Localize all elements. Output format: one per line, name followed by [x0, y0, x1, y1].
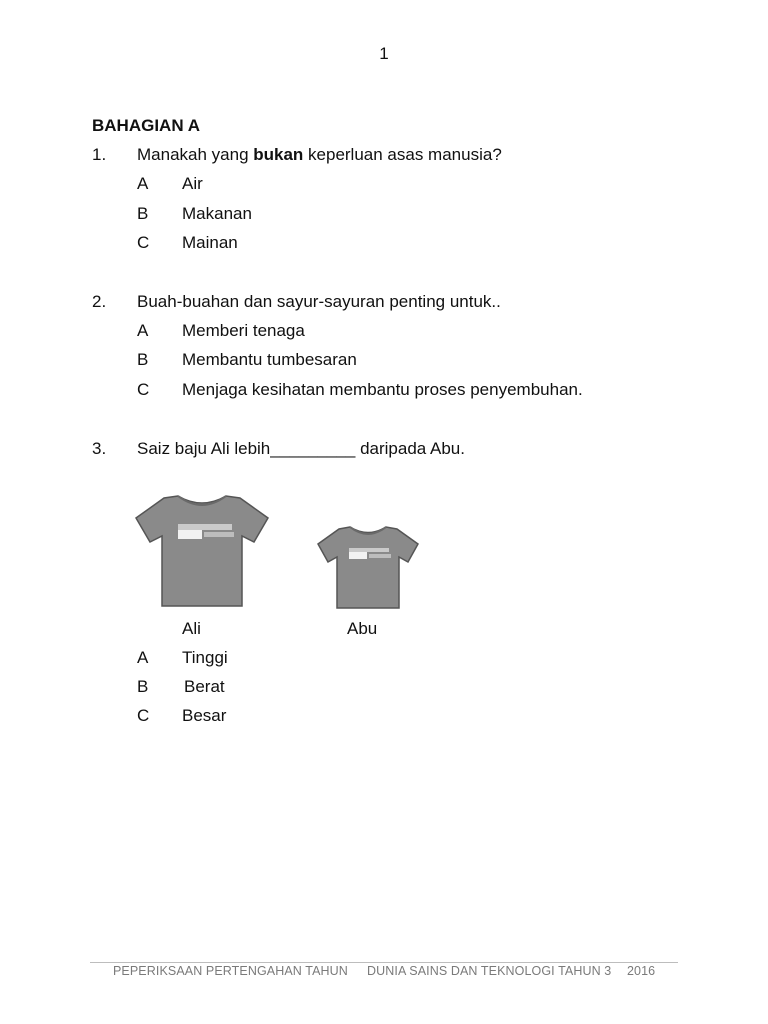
- q1-option-c-letter: C: [137, 233, 150, 252]
- q3-option-b-text: Berat: [184, 677, 225, 696]
- q3-option-a-text: Tinggi: [182, 648, 228, 667]
- question-1-text-before: Manakah yang: [137, 145, 254, 164]
- q1-option-c-text: Mainan: [182, 233, 238, 252]
- footer-subject: DUNIA SAINS DAN TEKNOLOGI TAHUN 3: [367, 964, 612, 978]
- q2-option-a-letter: A: [137, 321, 149, 340]
- q1-option-b-letter: B: [137, 204, 149, 223]
- question-1-text: [137, 145, 502, 165]
- q2-option-c-letter: C: [137, 380, 150, 399]
- question-1-text-after: keperluan asas manusia?: [303, 145, 502, 164]
- page-number: 1: [379, 44, 389, 63]
- caption-abu: Abu: [347, 619, 378, 638]
- question-3-number: 3.: [92, 439, 107, 458]
- q2-option-a-text: Memberi tenaga: [182, 321, 305, 340]
- q1-option-a-text: Air: [182, 174, 203, 193]
- footer-exam-title: PEPERIKSAAN PERTENGAHAN TAHUN: [113, 964, 348, 978]
- q2-option-c-text: Menjaga kesihatan membantu proses penyembuhan.: [182, 380, 583, 399]
- q3-option-c-text: Besar: [182, 706, 227, 725]
- tshirt-small-icon: [316, 524, 420, 610]
- q2-option-b-text: Membantu tumbesaran: [182, 350, 357, 369]
- footer-divider: [90, 962, 678, 963]
- question-2-text: Buah-buahan dan sayur-sayuran penting untuk..: [137, 292, 501, 311]
- q1-option-a-letter: A: [137, 174, 149, 193]
- tshirt-large-print-bar: [204, 532, 234, 537]
- question-1-number: 1.: [92, 145, 107, 164]
- q2-option-b-letter: B: [137, 350, 149, 369]
- q3-option-b-letter: B: [137, 677, 149, 696]
- footer-year: 2016: [627, 964, 656, 978]
- tshirt-large-print-box: [178, 530, 202, 539]
- tshirt-large-icon: [134, 492, 270, 608]
- tshirt-small-print-top: [349, 548, 389, 552]
- tshirt-large-print-top: [178, 524, 232, 530]
- caption-ali: Ali: [182, 619, 201, 638]
- question-3-text: Saiz baju Ali lebih_________ daripada Abu.: [137, 439, 465, 458]
- tshirt-large-body: [136, 496, 268, 606]
- q3-option-a-letter: A: [137, 648, 149, 667]
- q3-option-c-letter: C: [137, 706, 150, 725]
- tshirt-small-print-box: [349, 552, 367, 559]
- question-2-number: 2.: [92, 292, 107, 311]
- question-1-text-bold: bukan: [253, 145, 304, 164]
- q1-option-b-text: Makanan: [182, 204, 252, 223]
- tshirt-small-print-bar: [369, 554, 391, 558]
- section-title: BAHAGIAN A: [92, 116, 200, 135]
- tshirt-small-body: [318, 527, 418, 608]
